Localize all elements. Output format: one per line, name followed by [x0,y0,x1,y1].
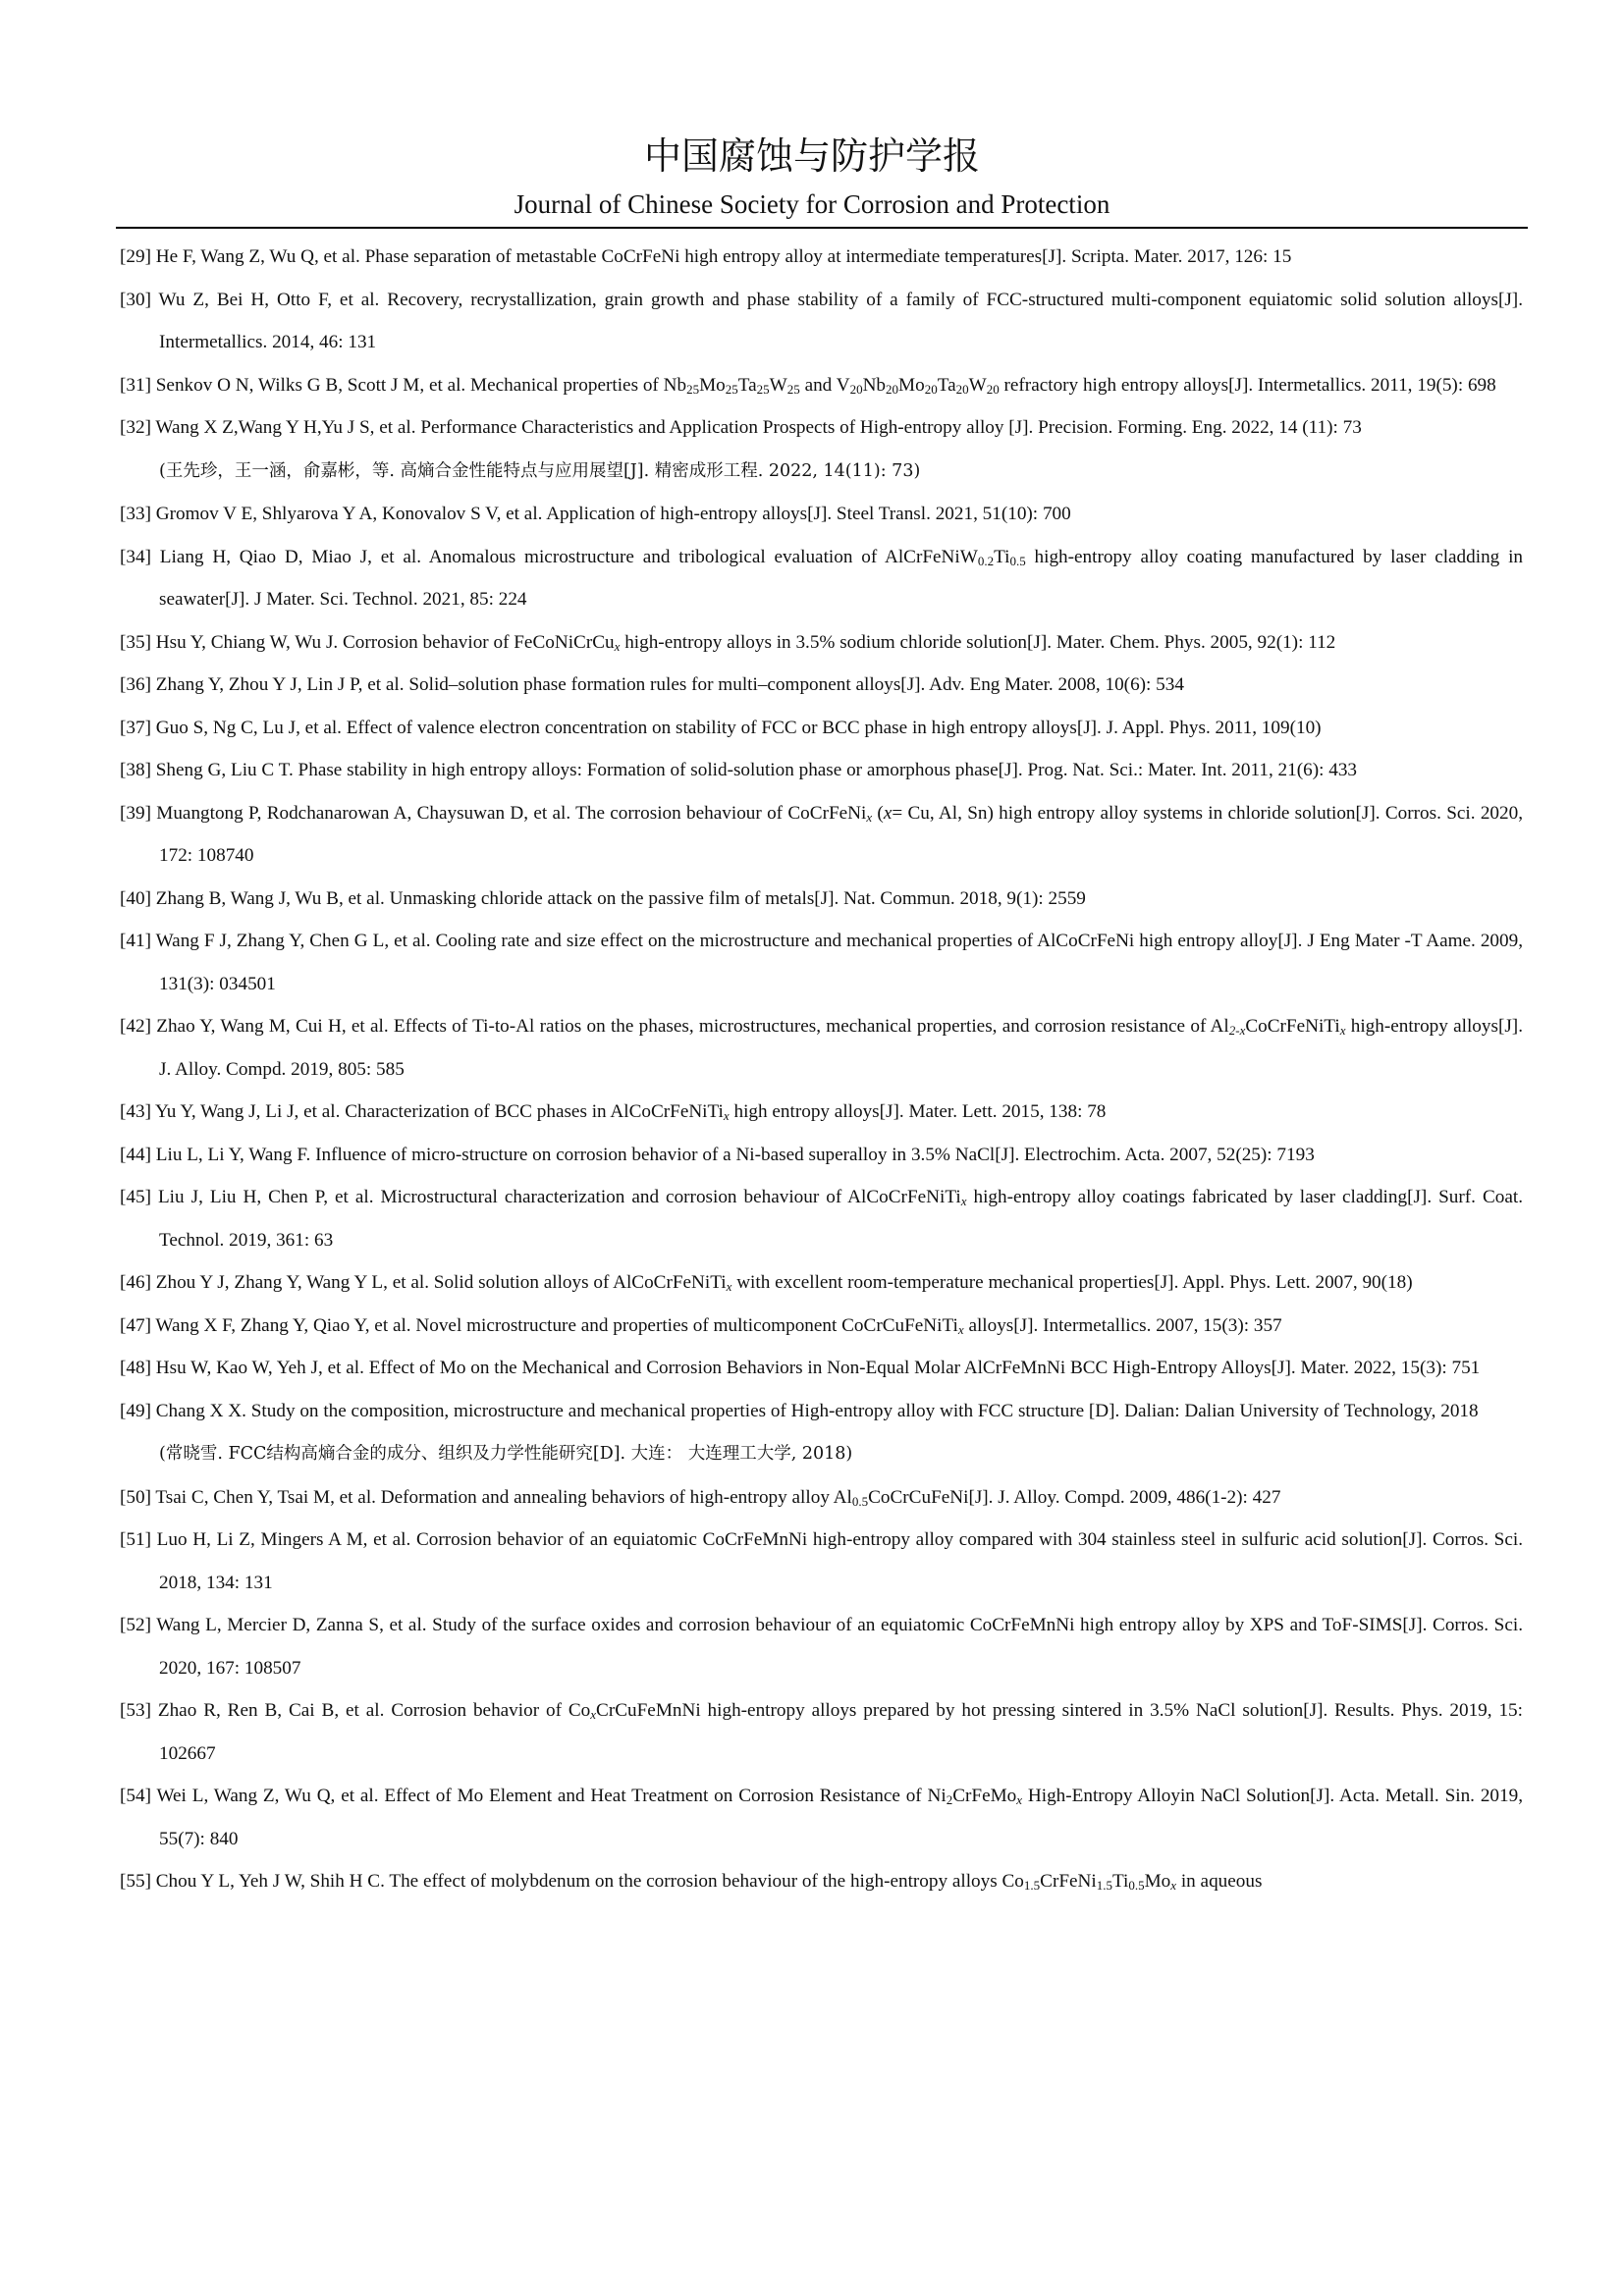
reference-35: [35] Hsu Y, Chiang W, Wu J. Corrosion behavior of FeCoNiCrCu$_x$ high-entropy alloys in 3.5% sodium chloride solution[J]. Mater. Chem. Phys. 2005, 92(1): 112 [120,631,1336,654]
reference-39: [39] Muangtong P, Rodchanarowan A, Chaysuwan D, et al. The corrosion behaviour of CoCrFeNi$_x$ (x= Cu, Al, Sn) high entropy alloy systems in chloride solution[J]. Corros. Sci. 2020, 172: 108740 [120,802,1523,866]
reference-32: [32] Wang X Z,Wang Y H,Yu J S, et al. Performance Characteristics and Application Prospects of High-entropy alloy [J]. Precision. Forming. Eng. 2022, 14 (11): 73 [120,417,1362,438]
reference-50: [50] Tsai C, Chen Y, Tsai M, et al. Deformation and annealing behaviors of high-entropy alloy $Al_{0.5}CoCrCuFeNi[J]$. J. Alloy. Compd. 2009, 486(1-2): 427 [120,1486,1281,1509]
header-divider [116,227,1528,229]
reference-30: [30] Wu Z, Bei H, Otto F, et al. Recovery, recrystallization, grain growth and phase stability of a family of FCC-structured multi-component equiatomic solid solution alloys[J]. Intermetallics. 2014, 46: 131 [120,289,1523,352]
reference-45: [45] Liu J, Liu H, Chen P, et al. Microstructural characterization and corrosion behaviour of AlCoCrFeNiTi$_x$ high-entropy alloy coatings fabricated by laser cladding[J]. Surf. Coat. Technol. 2019, 361: 63 [120,1187,1523,1251]
reference-49: [49] Chang X X. Study on the composition, microstructure and mechanical properties of High-entropy alloy with FCC structure [D]. Dalian: Dalian University of Technology, 2018 [120,1400,1479,1421]
reference-49-chinese-translation: (常晓雪. FCC结构高熵合金的成分、组织及力学性能研究[D]. 大连： 大连理工大学, 2018) [159,1444,853,1464]
reference-42: [42] Zhao Y, Wang M, Cui H, et al. Effects of Ti-to-Al ratios on the phases, microstructures, mechanical properties, and corrosion resistance of $Al_{2-x}CoCrFeNiTi_x$ high-entropy alloys[J]. J. Alloy. Compd. 2019, 805: 585 [120,1016,1523,1080]
reference-38: [38] Sheng G, Liu C T. Phase stability in high entropy alloys: Formation of solid-solution phase or amorphous phase[J]. Prog. Nat. Sci.: Mater. Int. 2011, 21(6): 433 [120,760,1358,780]
reference-51: [51] Luo H, Li Z, Mingers A M, et al. Corrosion behavior of an equiatomic CoCrFeMnNi high-entropy alloy compared with 304 stainless steel in sulfuric acid solution[J]. Corros. Sci. 2018, 134: 131 [120,1529,1523,1593]
reference-34: [34] Liang H, Qiao D, Miao J, et al. Anomalous microstructure and tribological evaluation of $AlCrFeNiW_{0.2}Ti_{0.5}$ high-entropy alloy coating manufactured by laser cladding in seawater[J]. J Mater. Sci. Technol. 2021, 85: 224 [120,546,1523,610]
journal-title-english: Journal of Chinese Society for Corrosion and Protection [514,189,1110,219]
reference-52: [52] Wang L, Mercier D, Zanna S, et al. Study of the surface oxides and corrosion behaviour of an equiatomic CoCrFeMnNi high entropy alloy by XPS and ToF-SIMS[J]. Corros. Sci. 2020, 167: 108507 [120,1615,1523,1679]
reference-48: [48] Hsu W, Kao W, Yeh J, et al. Effect of Mo on the Mechanical and Corrosion Behaviors in Non-Equal Molar AlCrFeMnNi BCC High-Entropy Alloys[J]. Mater. 2022, 15(3): 751 [120,1358,1481,1378]
reference-36: [36] Zhang Y, Zhou Y J, Lin J P, et al. Solid–solution phase formation rules for multi–component alloys[J]. Adv. Eng Mater. 2008, 10(6): 534 [120,674,1184,695]
reference-40: [40] Zhang B, Wang J, Wu B, et al. Unmasking chloride attack on the passive film of metals[J]. Nat. Commun. 2018, 9(1): 2559 [120,887,1086,909]
reference-55: [55] Chou Y L, Yeh J W, Shih H C. The effect of molybdenum on the corrosion behaviour of the high-entropy alloys $Co_{1.5}CrFeNi_{1.5}Ti_{0.5}Mo_x$ in aqueous [120,1871,1263,1893]
reference-43: [43] Yu Y, Wang J, Li J, et al. Characterization of BCC phases in AlCoCrFeNiTi$_x$ high entropy alloys[J]. Mater. Lett. 2015, 138: 78 [120,1101,1107,1123]
reference-44: [44] Liu L, Li Y, Wang F. Influence of micro-structure on corrosion behavior of a Ni-based superalloy in 3.5% NaCl[J]. Electrochim. Acta. 2007, 52(25): 7193 [120,1144,1315,1165]
reference-33: [33] Gromov V E, Shlyarova Y A, Konovalov S V, et al. Application of high-entropy alloys[J]. Steel Transl. 2021, 51(10): 700 [120,504,1071,524]
reference-46: [46] Zhou Y J, Zhang Y, Wang Y L, et al. Solid solution alloys of AlCoCrFeNiTi$_x$ with excellent room-temperature mechanical properties[J]. Appl. Phys. Lett. 2007, 90(18) [120,1272,1413,1294]
reference-list [120,236,1523,1903]
reference-47: [47] Wang X F, Zhang Y, Qiao Y, et al. Novel microstructure and properties of multicomponent CoCrCuFeNiTi$_x$ alloys[J]. Intermetallics. 2007, 15(3): 357 [120,1314,1282,1337]
reference-53: [53] Zhao R, Ren B, Cai B, et al. Corrosion behavior of $Co_xCrCuFeMnNi$ high-entropy alloys prepared by hot pressing sintered in 3.5% NaCl solution[J]. Results. Phys. 2019, 15: 102667 [120,1700,1523,1764]
reference-37: [37] Guo S, Ng C, Lu J, et al. Effect of valence electron concentration on stability of FCC or BCC phase in high entropy alloys[J]. J. Appl. Phys. 2011, 109(10) [120,717,1322,738]
reference-41: [41] Wang F J, Zhang Y, Chen G L, et al. Cooling rate and size effect on the microstructure and mechanical properties of AlCoCrFeNi high entropy alloy[J]. J Eng Mater -T Aame. 2009, 131(3): 034501 [120,931,1523,994]
reference-31: [31] Senkov O N, Wilks G B, Scott J M, et al. Mechanical properties of $Nb_{25}Mo_{25}Ta_{25}W_{25}$ and $V_{20}Nb_{20}Mo_{20}Ta_{20}W_{20}$ refractory high entropy alloys[J]. Intermetallics. 2011, 19(5): 698 [120,374,1496,397]
reference-29: [29] He F, Wang Z, Wu Q, et al. Phase separation of metastable CoCrFeNi high entropy alloy at intermediate temperatures[J]. Scripta. Mater. 2017, 126: 15 [120,246,1292,267]
reference-54: [54] Wei L, Wang Z, Wu Q, et al. Effect of Mo Element and Heat Treatment on Corrosion Resistance of $Ni_2CrFeMo_x$ High-Entropy Alloyin NaCl Solution[J]. Acta. Metall. Sin. 2019, 55(7): 840 [120,1786,1523,1849]
journal-title-chinese: 中国腐蚀与防护学报 [643,134,980,178]
reference-32-chinese-translation: (王先珍，王一涵，俞嘉彬，等. 高熵合金性能特点与应用展望[J]. 精密成形工程. 2022, 14(11): 73) [159,460,921,481]
